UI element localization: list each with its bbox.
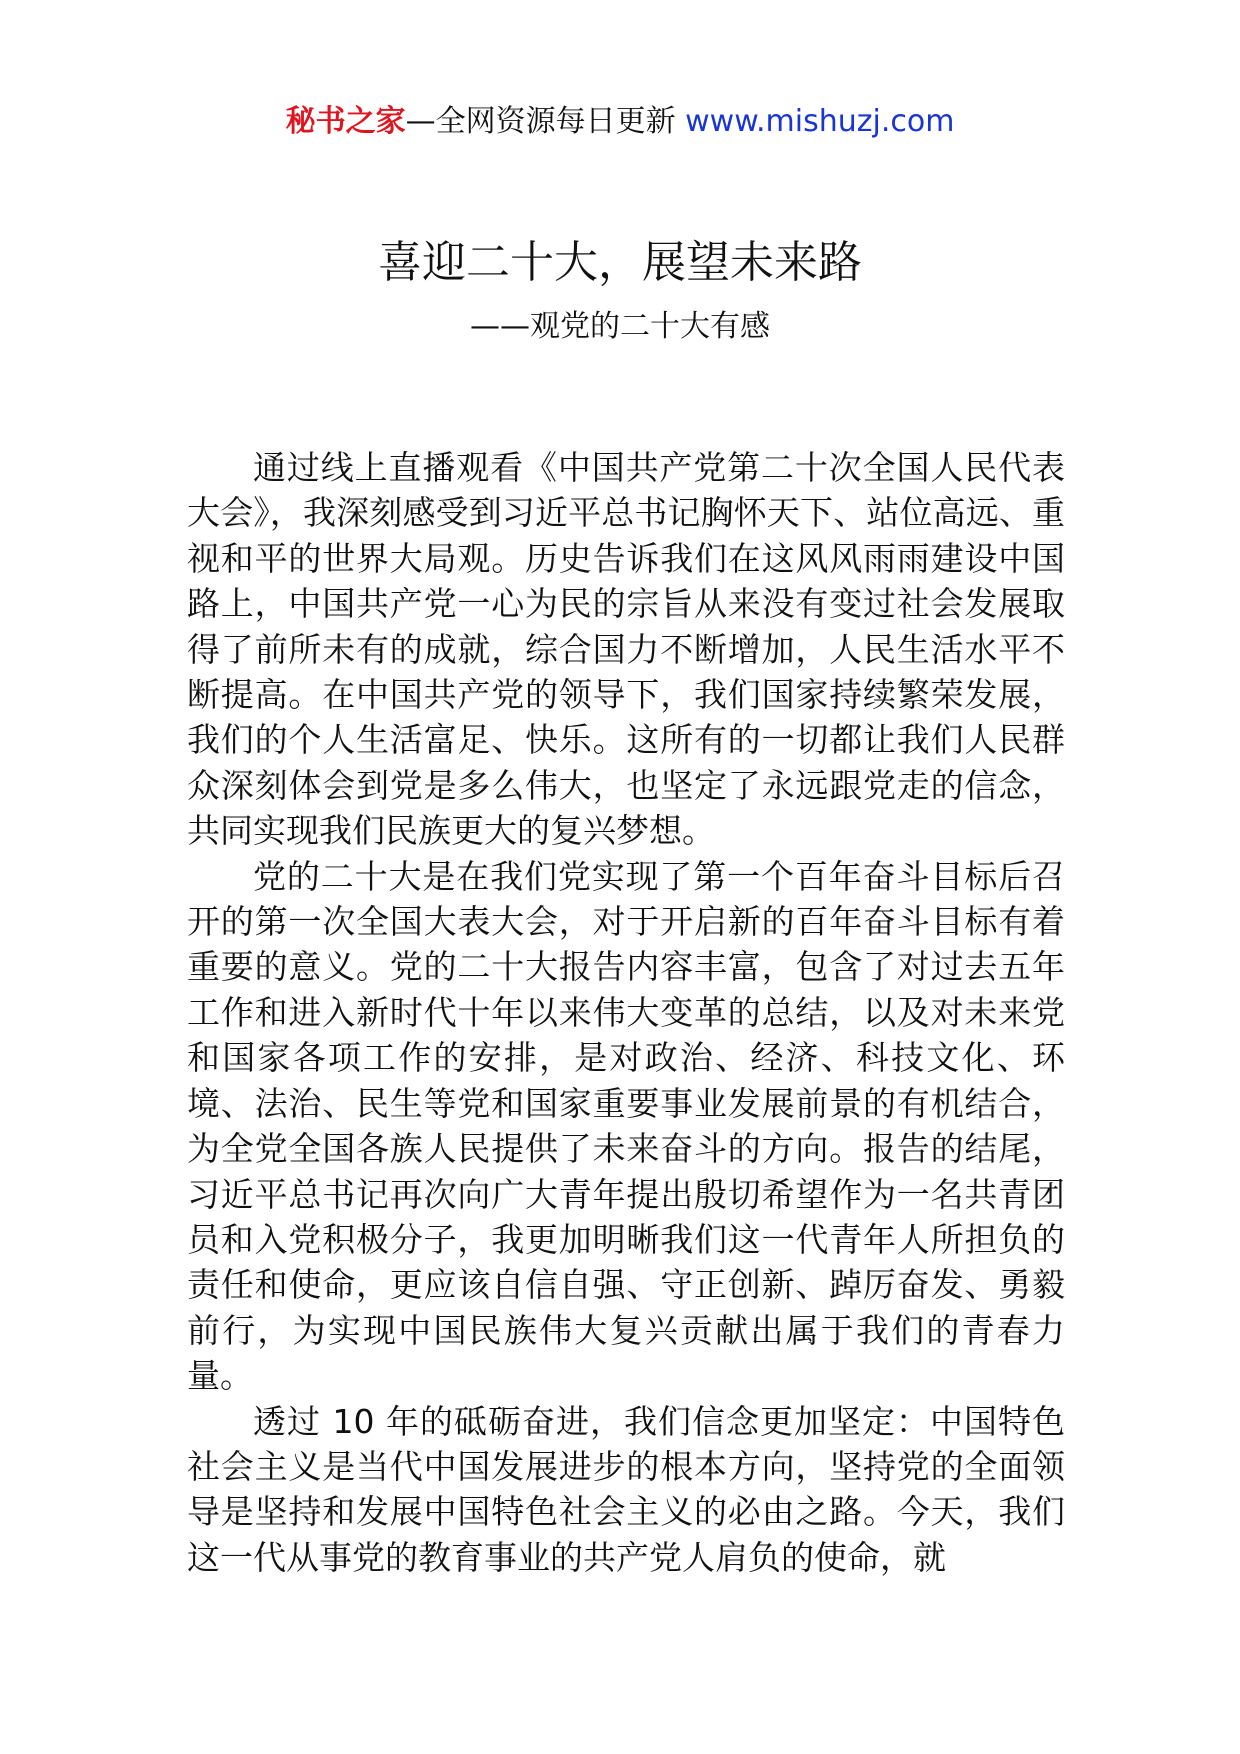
document-body bbox=[187, 445, 1065, 1580]
paragraph: 通过线上直播观看《中国共产党第二十次全国人民代表大会》，我深刻感受到习近平总书记胸怀天下、站位高远、重视和平的世界大局观。历史告诉我们在这风风雨雨建设中国路上，中国共产党一心为民的宗旨从来没有变过社会发展取得了前所未有的成就，综合国力不断增加，人民生活水平不断提高。在中国共产党的领导下，我们国家持续繁荣发展，我们的个人生活富足、快乐。这所有的一切都让我们人民群众深刻体会到党是多么伟大，也坚定了永远跟党走的信念，共同实现我们民族更大的复兴梦想。 bbox=[187, 448, 1065, 851]
paragraph: 党的二十大是在我们党实现了第一个百年奋斗目标后召开的第一次全国大表大会，对于开启新的百年奋斗目标有着重要的意义。党的二十大报告内容丰富，包含了对过去五年工作和进入新时代十年以来伟大变革的总结，以及对未来党和国家各项工作的安排，是对政治、经济、科技文化、环境、法治、民生等党和国家重要事业发展前景的有机结合，为全党全国各族人民提供了未来奋斗的方向。报告的结尾，习近平总书记再次向广大青年提出殷切希望作为一名共青团员和入党积极分子，我更加明晰我们这一代青年人所担负的责任和使命，更应该自信自强、守正创新、踔厉奋发、勇毅前行，为实现中国民族伟大复兴贡献出属于我们的青春力量。 bbox=[187, 856, 1065, 1396]
site-brand: 秘书之家 bbox=[285, 104, 406, 139]
site-header bbox=[0, 100, 1240, 144]
site-url-link[interactable]: www.mishuzj.com bbox=[685, 104, 955, 139]
site-tagline: —全网资源每日更新 bbox=[405, 104, 686, 139]
document-title: 喜迎二十大，展望未来路 bbox=[378, 237, 862, 288]
document-subtitle: ——观党的二十大有感 bbox=[470, 309, 770, 344]
paragraph: 透过 10 年的砥砺奋进，我们信念更加坚定：中国特色社会主义是当代中国发展进步的根本方向，坚持党的全面领导是坚持和发展中国特色社会主义的必由之路。今天，我们这一代从事党的教育事业的共产党人肩负的使命，就 bbox=[187, 1401, 1065, 1577]
